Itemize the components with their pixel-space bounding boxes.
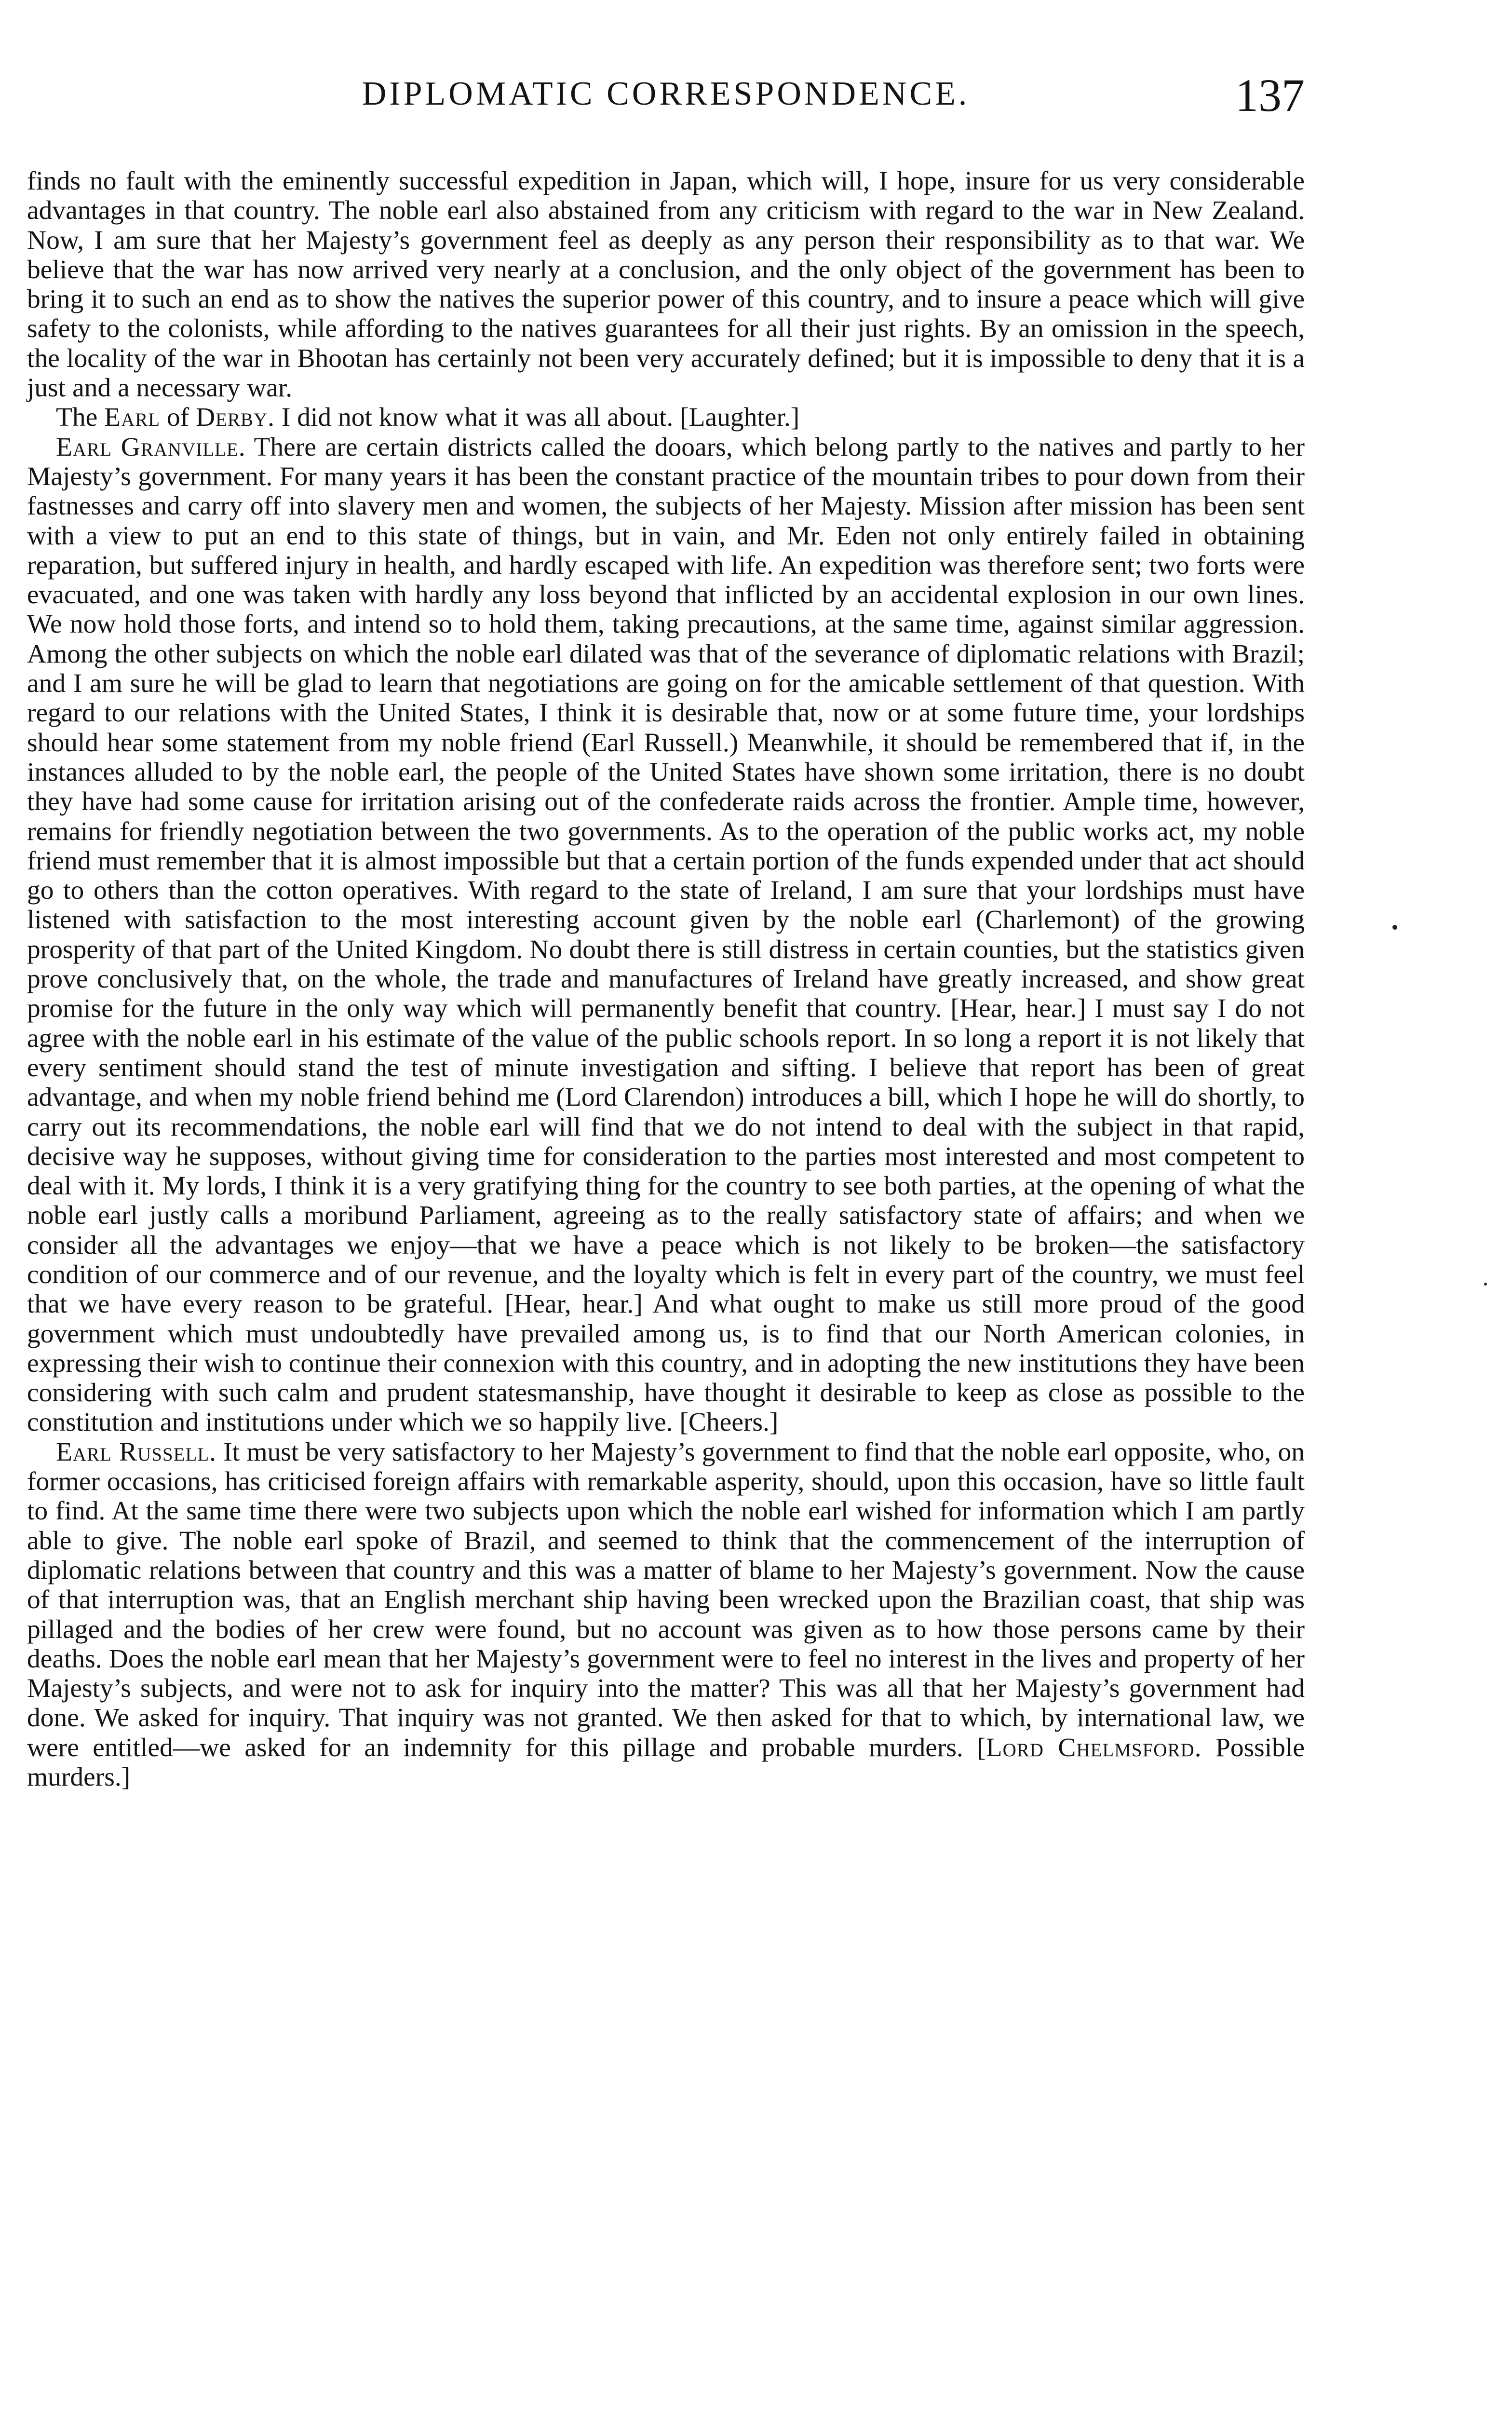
speaker-name: Earl Russell.	[56, 1437, 217, 1467]
margin-mark	[1392, 925, 1397, 930]
paragraph-earl-russell	[27, 1437, 1305, 1792]
margin-mark	[1484, 1283, 1487, 1286]
paragraph-earl-granville	[27, 433, 1305, 1437]
paragraph-text: finds no fault with the eminently successful expedition in Japan, which will, I hope, insure for us very considerable advantages in that country. The noble earl also abstained from any criticism with regard to the war in New Zealand. Now, I am sure that her Majesty’s government feel as deeply as any person their responsibility as to that war. We believe that the war has now arrived very nearly at a conclusion, and the only object of the government has been to bring it to such an end as to show the natives the superior power of this country, and to insure a peace which will give safety to the colonists, while affording to the natives guarantees for all their just rights. By an omission in the speech, the locality of the war in Bhootan has certainly not been very accurately defined; but it is impossible to deny that it is a just and a necessary war.	[27, 166, 1305, 403]
paragraph-earl-of-derby	[27, 403, 1305, 432]
body-text	[27, 166, 1305, 1792]
interjection-text: Possible murders.]	[27, 1733, 1305, 1792]
speaker-name-earl: Earl	[104, 403, 161, 433]
running-title: DIPLOMATIC CORRESPONDENCE.	[362, 75, 970, 112]
paragraph-text: It must be very satisfactory to her Majesty’s government to find that the noble earl opposite, who, on former occasions, has criticised foreign affairs with remarkable asperity, should, upon this occasion, have so little fault to find. At the same time there were two subjects upon which the noble earl wished for information which I am partly able to give. The noble earl spoke of Brazil, and seemed to think that the commencement of the interruption of diplomatic relations between that country and this was a matter of blame to her Majesty’s government. Now the cause of that interruption was, that an English merchant ship having been wrecked upon the Brazilian coast, that ship was pillaged and the bodies of her crew were found, but no account was given as to how those persons came by their deaths. Does the noble earl mean that her Majesty’s government were to feel no interest in the lives and property of her Majesty’s subjects, and were not to ask for inquiry into the matter? This was all that her Majesty’s government had done. We asked for inquiry. That inquiry was not granted. We then asked for that to which, by international law, we were entitled—we asked for an indemnity for this pillage and probable murders. [	[27, 1437, 1305, 1762]
running-head	[27, 69, 1305, 135]
paragraph-continuation	[27, 166, 1305, 403]
paragraph-text: I did not know what it was all about. [Laughter.]	[275, 403, 800, 433]
speaker-prefix: The	[56, 403, 105, 433]
paragraph-text: There are certain districts called the dooars, which belong partly to the natives and partly to her Majesty’s government. For many years it has been the constant practice of the mountain tribes to pour down from their fastnesses and carry off into slavery men and women, the subjects of her Majesty. Mission after mission has been sent with a view to put an end to this state of things, but in vain, and Mr. Eden not only entirely failed in obtaining reparation, but suffered injury in health, and hardly escaped with life. An expedition was therefore sent; two forts were evacuated, and one was taken with hardly any loss beyond that inflicted by an accidental explosion in our own lines. We now hold those forts, and intend so to hold them, taking precautions, at the same time, against similar aggression. Among the other subjects on which the noble earl dilated was that of the severance of diplomatic relations with Brazil; and I am sure he will be glad to learn that negotiations are going on for the amicable settlement of that question. With regard to our relations with the United States, I think it is desirable that, now or at some future time, your lordships should hear some statement from my noble friend (Earl Russell.) Meanwhile, it should be remembered that if, in the instances alluded to by the noble earl, the people of the United States have shown some irritation, there is no doubt they have had some cause for irritation arising out of the confederate raids across the frontier. Ample time, however, remains for friendly negotiation between the two governments. As to the operation of the public works act, my noble friend must remember that it is almost impossible but that a certain portion of the funds expended under that act should go to others than the cotton operatives. With regard to the state of Ireland, I am sure that your lordships must have listened with satisfaction to the most interesting account given by the noble earl (Charlemont) of the growing prosperity of that part of the United Kingdom. No doubt there is still distress in certain counties, but the statistics given prove conclusively that, on the whole, the trade and manufactures of Ireland have greatly increased, and show great promise for the future in the only way which will permanently benefit that country. [Hear, hear.] I must say I do not agree with the noble earl in his estimate of the value of the public schools report. In so long a report it is not likely that every sentiment should stand the test of minute investigation and sifting. I believe that report has been of great advantage, and when my noble friend behind me (Lord Clarendon) introduces a bill, which I hope he will do shortly, to carry out its recommendations, the noble earl will find that we do not intend to deal with the subject in that rapid, decisive way he supposes, without giving time for consideration to the parties most interested and most competent to deal with it. My lords, I think it is a very gratifying thing for the country to see both parties, at the opening of what the noble earl justly calls a moribund Parliament, agreeing as to the really satisfactory state of affairs; and when we consider all the advantages we enjoy—that we have a peace which is not likely to be broken—the satisfactory condition of our commerce and of our revenue, and the loyalty which is felt in every part of the country, we must feel that we have every reason to be grateful. [Hear, hear.] And what ought to make us still more proud of the good government which must undoubtedly have prevailed among us, is to find that our North American colonies, in expressing their wish to continue their connexion with this country, and in adopting the new institutions they have been considering with such calm and prudent statesmanship, have thought it desirable to keep as close as possible to the constitution and institutions under which we so happily live. [Cheers.]	[27, 432, 1305, 1437]
speaker-joiner: of	[160, 403, 196, 433]
speaker-name: Earl Granville.	[56, 432, 246, 462]
speaker-name-derby: Derby.	[196, 403, 275, 433]
interjection-speaker-name: Lord Chelmsford.	[986, 1733, 1202, 1762]
page-number: 137	[1235, 69, 1305, 121]
